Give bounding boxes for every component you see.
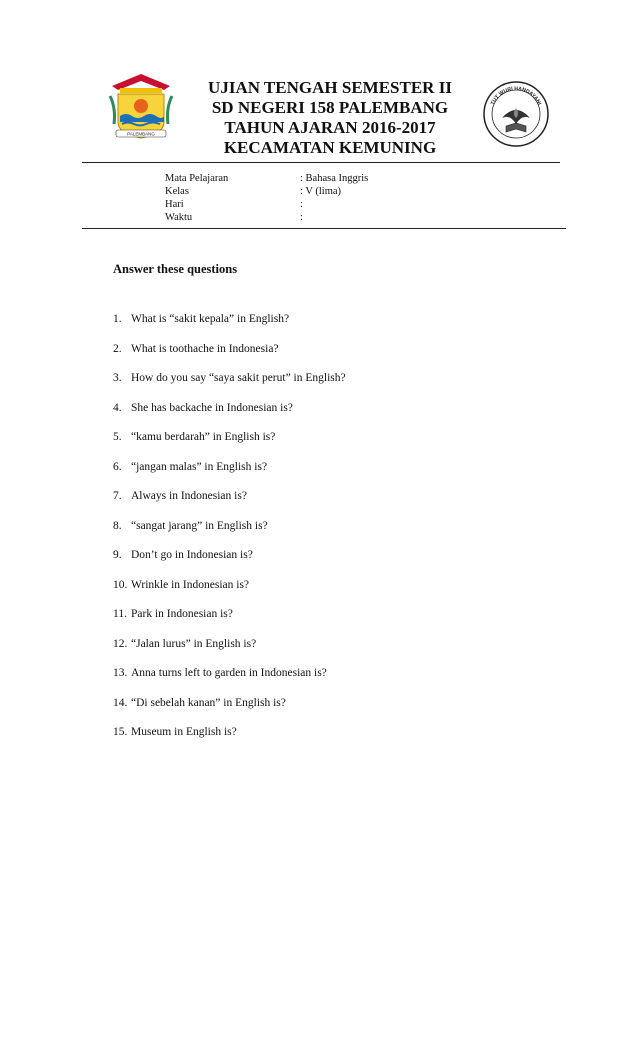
question-number: 1. xyxy=(113,313,122,325)
question-number: 5. xyxy=(113,431,122,443)
question-number: 11. xyxy=(113,608,127,620)
question-number: 6. xyxy=(113,460,122,473)
info-value: : V (lima) xyxy=(300,186,342,197)
question-text: What is toothache in Indonesia? xyxy=(131,342,279,355)
question-item xyxy=(113,372,553,402)
question-item xyxy=(113,343,553,373)
question-list xyxy=(113,313,553,756)
info-row-subject xyxy=(165,172,440,185)
question-text: “Di sebelah kanan” in English is? xyxy=(131,696,286,709)
question-text: Park in Indonesian is? xyxy=(131,608,233,620)
question-text: “kamu berdarah” in English is? xyxy=(131,431,276,443)
exam-header-title xyxy=(180,78,480,158)
info-row-time xyxy=(165,211,440,224)
question-item xyxy=(113,549,553,579)
question-number: 8. xyxy=(113,519,122,532)
question-number: 15. xyxy=(113,726,128,738)
question-item xyxy=(113,608,553,638)
title-line-1: UJIAN TENGAH SEMESTER II xyxy=(208,78,452,97)
info-row-day xyxy=(165,198,440,211)
info-label: Kelas xyxy=(165,186,189,197)
title-line-2: SD NEGERI 158 PALEMBANG xyxy=(211,98,449,117)
question-item xyxy=(113,402,553,432)
question-number: 3. xyxy=(113,372,122,384)
info-row-class xyxy=(165,185,440,198)
question-item xyxy=(113,667,553,697)
question-text: “sangat jarang” in English is? xyxy=(131,519,268,532)
question-text: How do you say “saya sakit perut” in English? xyxy=(131,372,346,384)
question-text: Wrinkle in Indonesian is? xyxy=(131,578,250,591)
question-number: 4. xyxy=(113,401,122,414)
question-number: 9. xyxy=(113,549,122,561)
left-logo-text: PALEMBANG xyxy=(127,131,155,137)
info-value: : xyxy=(300,199,303,210)
info-label: Waktu xyxy=(165,212,193,223)
question-number: 10. xyxy=(113,578,128,591)
question-text: Museum in English is? xyxy=(131,726,237,738)
title-line-4: KECAMATAN KEMUNING xyxy=(223,138,437,157)
info-label: Mata Pelajaran xyxy=(165,173,229,184)
instruction-heading: Answer these questions xyxy=(113,262,238,276)
question-text: What is “sakit kepala” in English? xyxy=(131,313,290,325)
question-number: 12. xyxy=(113,637,128,650)
question-number: 2. xyxy=(113,342,122,355)
question-text: Anna turns left to garden in Indonesian is? xyxy=(131,667,327,679)
question-number: 7. xyxy=(113,490,122,502)
question-item xyxy=(113,490,553,520)
title-line-3: TAHUN AJARAN 2016-2017 xyxy=(224,118,436,137)
question-number: 13. xyxy=(113,667,128,679)
right-logo-text: TUT WURI HANDAYANI xyxy=(489,85,543,107)
question-item xyxy=(113,461,553,491)
question-item xyxy=(113,313,553,343)
question-number: 14. xyxy=(113,696,128,709)
question-item xyxy=(113,697,553,727)
header-divider-top xyxy=(82,162,560,163)
question-text: Don’t go in Indonesian is? xyxy=(131,549,253,561)
question-item xyxy=(113,431,553,461)
question-text: “jangan malas” in English is? xyxy=(131,460,268,473)
header-divider-bottom xyxy=(82,228,566,229)
question-item xyxy=(113,638,553,668)
question-item xyxy=(113,726,553,756)
question-text: She has backache in Indonesian is? xyxy=(131,401,293,414)
palembang-emblem-icon xyxy=(106,72,176,142)
question-item xyxy=(113,579,553,609)
info-value: : xyxy=(300,212,303,223)
question-text: Always in Indonesian is? xyxy=(131,490,247,502)
info-value: : Bahasa Inggris xyxy=(300,173,369,184)
tut-wuri-handayani-emblem-icon xyxy=(482,80,550,148)
question-text: “Jalan lurus” in English is? xyxy=(131,637,257,650)
exam-info-block xyxy=(165,172,440,224)
question-item xyxy=(113,520,553,550)
info-label: Hari xyxy=(165,199,184,210)
